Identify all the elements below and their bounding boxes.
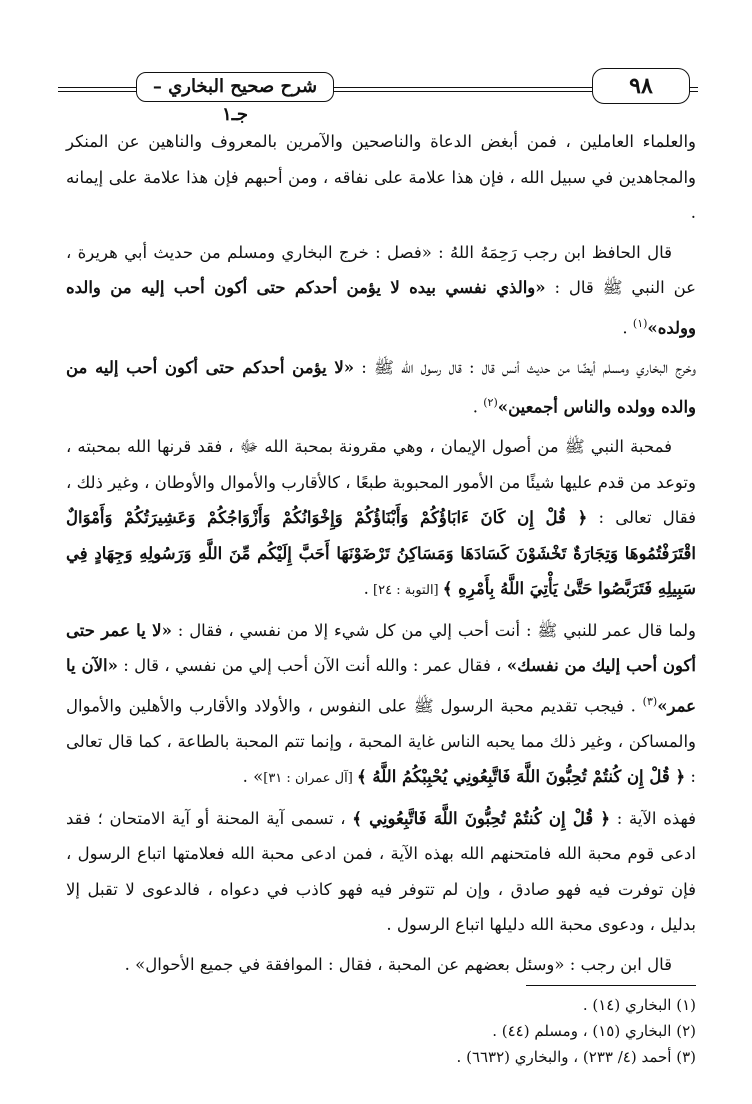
hadith-1: «والذي نفسي بيده لا يؤمن أحدكم حتى أكون أحب إليه من والده وولده» <box>66 278 696 337</box>
paragraph-1: والعلماء العاملين ، فمن أبغض الدعاة والناصحين والآمرين بالمعروف والناهين عن المنكر والمجاهدين في سبيل الله ، فإن هذا علامة على نفاقه ، ومن أحبهم فإن هذا علامة على إيمانه . <box>66 132 696 222</box>
p5-end: » . <box>242 767 264 786</box>
hadith-umar-1: «لا يا عمر حتى أكون أحب إليك من نفسك» <box>66 620 696 675</box>
p3-end: . <box>472 397 484 417</box>
p4-text: فمحبة النبي ﷺ من أصول الإيمان ، وهي مقرونة بمحبة الله ﷻ ، فقد قرنها الله بمحبته ، وتوعد من قدم عليها شيئًا من الأمور المحبوبة طبعًا ، كالأقارب والأموال والأوطان ، وغير ذلك ، فقال تعالى : <box>66 437 697 527</box>
p5-text-e: . فيجب تقديم محبة الرسول ﷺ على النفوس ، والأولاد والأقارب والأهلين والأموال والمساكن ، وغير ذلك مما يحبه الناس غاية المحبة ، وإنما تتم المحبة بالطاعة ، كما قال تعالى : <box>66 696 696 786</box>
paragraph-2 <box>66 235 696 346</box>
ayah-ref-tawbah: [التوبة : ٢٤] <box>368 583 443 598</box>
hadith-umar-2: «الآن يا عمر» <box>66 656 696 715</box>
ayah-tawbah: ﴿ قُلْ إِن كَانَ ءَابَاؤُكُمْ وَأَبْنَاؤُكُمْ وَإِخْوَانُكُمْ وَأَزْوَاجُكُمْ وَعَشِيرَتُكُمْ وَأَمْوَالٌ اقْتَرَفْتُمُوهَا وَتِجَارَةٌ تَخْشَوْنَ كَسَادَهَا وَمَسَاكِنُ تَرْضَوْنَهَا أَحَبَّ إِلَيْكُم مِّنَ اللَّهِ وَرَسُولِهِ وَجِهَادٍ فِي سَبِيلِهِ فَتَرَبَّصُوا حَتَّىٰ يَأْتِيَ اللَّهُ بِأَمْرِهِ ﴾ <box>66 508 696 598</box>
main-text <box>66 124 696 986</box>
p6-text: ، تسمى آية المحنة أو آية الامتحان ؛ فقد ادعى قوم محبة الله فامتحنهم الله بهذه الآية ، فمن ادعى محبة الله فعلامتها اتباع الرسول ، فإن توفرت فيه فهو صادق ، وإن لم تتوفر فيه فهو كاذب في دعواه ، فالدعوى لا تقبل إلا بدليل ، ودعوى محبة الله دليلها اتباع الرسول . <box>66 808 696 934</box>
footnote-ref-3: (٣) <box>642 694 658 708</box>
ayah-mihna: ﴿ قُلْ إِن كُنتُمْ تُحِبُّونَ اللَّهَ فَاتَّبِعُونِي ﴾ <box>352 808 611 828</box>
paragraph-7: قال ابن رجب : «وسئل بعضهم عن المحبة ، فقال : الموافقة في جميع الأحوال» . <box>124 954 672 974</box>
p2-intro: قال الحافظ ابن رجب رَحِمَهُ اللهُ : «فصل : خرج البخاري ومسلم من حديث أبي هريرة ، عن النبي ﷺ قال : <box>66 242 696 297</box>
p5-text-a: ولما قال عمر للنبي ﷺ : أنت أحب إلي من كل شيء إلا من نفسي ، فقال : <box>171 620 696 640</box>
p3-intro: وخرج البخاري ومسلم أيضًا من حديث أنس قال : قال رسول الله ﷺ : <box>354 357 697 377</box>
footnote-1: (١) البخاري (١٤) . <box>582 996 696 1014</box>
p6-intro: فهذه الآية : <box>610 808 696 828</box>
p2-end: . <box>622 318 633 337</box>
running-title: شرح صحيح البخاري – جـ١ <box>136 72 334 102</box>
paragraph-4 <box>66 429 696 609</box>
paragraph-6 <box>66 801 696 943</box>
footnote-3: (٣) أحمد (٤/ ٢٣٣) ، والبخاري (٦٦٣٢) . <box>456 1048 696 1066</box>
p4-end: . <box>363 579 369 598</box>
footnote-ref-1: (١) <box>632 316 648 330</box>
ayah-al-imran: ﴿ قُلْ إِن كُنتُمْ تُحِبُّونَ اللَّهَ فَاتَّبِعُونِي يُحْبِبْكُمُ اللَّهُ ﴾ <box>356 767 686 786</box>
ayah-ref-al-imran: [آل عمران : ٣١] <box>263 771 357 786</box>
footnotes <box>66 992 696 1070</box>
footnote-ref-2: (٢) <box>483 396 498 409</box>
p5-text-c: ، فقال عمر : والله أنت الآن أحب إلي من نفسي ، قال : <box>117 656 507 675</box>
paragraph-3 <box>66 350 696 426</box>
footnote-separator <box>526 985 696 986</box>
hadith-2: «لا يؤمن أحدكم حتى أكون أحب إليه من والده وولده والناس أجمعين» <box>66 357 696 417</box>
paragraph-5 <box>66 613 696 797</box>
page-header <box>58 66 698 125</box>
page-number: ٩٨ <box>592 68 690 104</box>
footnote-2: (٢) البخاري (١٥) ، ومسلم (٤٤) . <box>492 1022 696 1040</box>
